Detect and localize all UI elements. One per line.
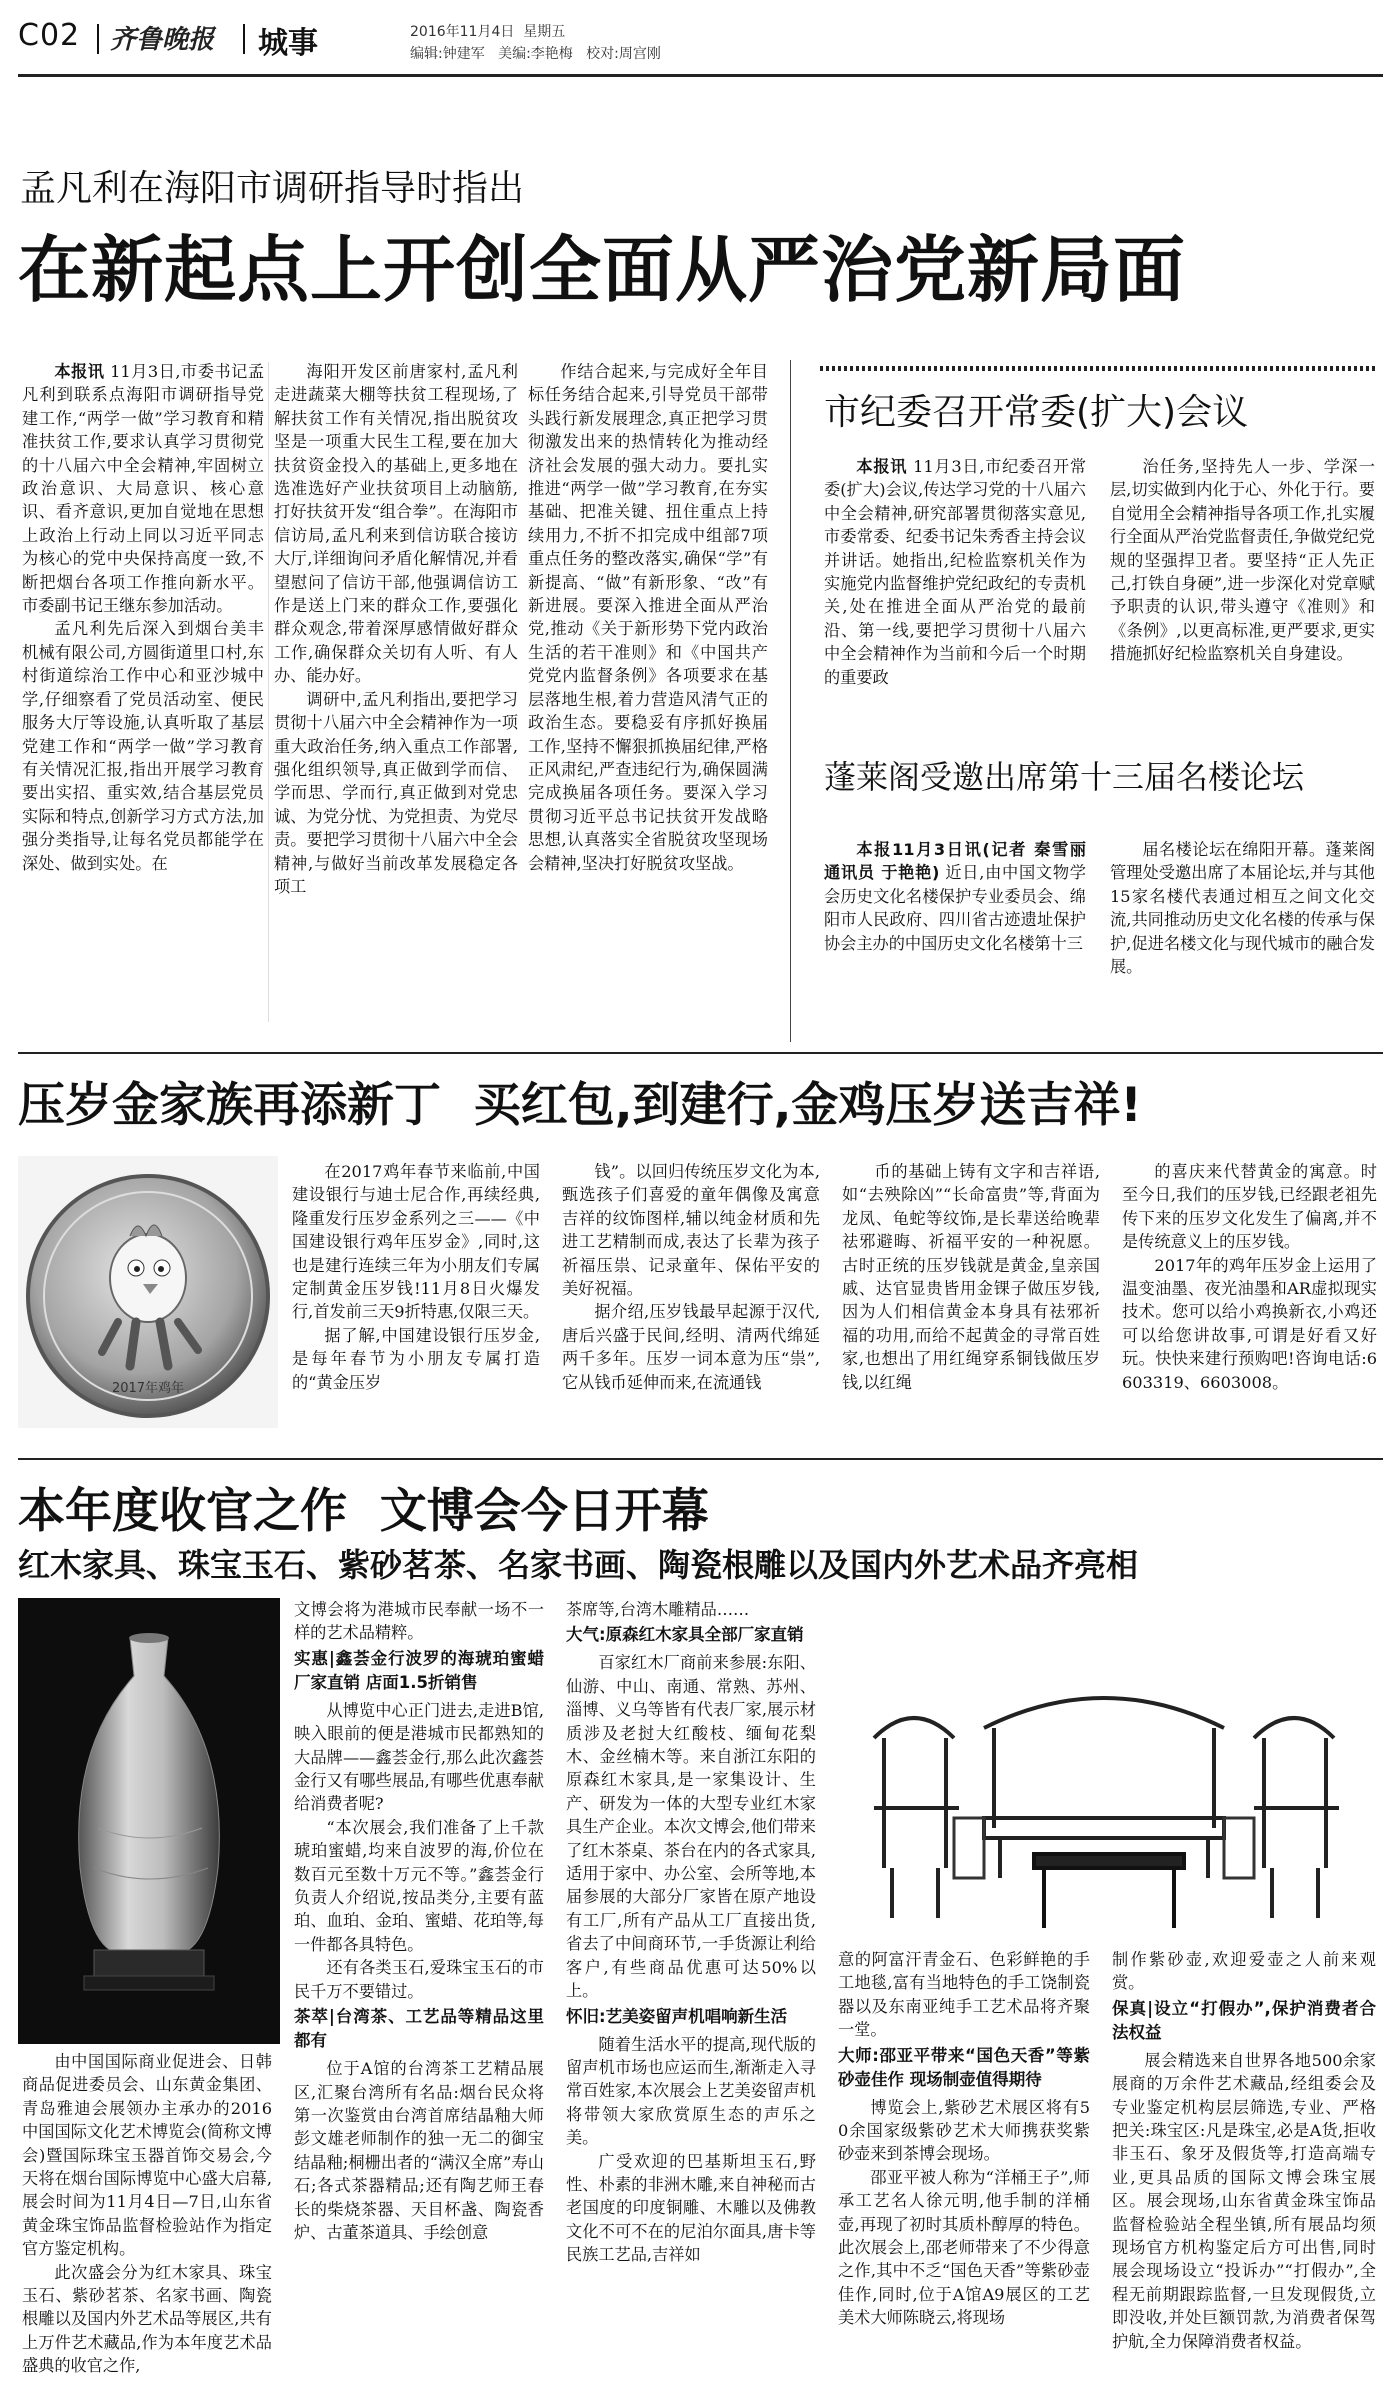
paragraph: 茶席等,台湾木雕精品……: [566, 1600, 750, 1619]
article5-column-2: [294, 1598, 544, 2385]
paragraph: [528, 360, 768, 875]
article1-headline: 在新起点上开创全面从严治党新局面: [18, 228, 1187, 312]
paragraph-text: 作结合起来,与完成好全年目标任务结合起来,引导党员干部带头践行新发展理念,真正把学习贯彻激发出来的热情转化为推动经济社会发展的强大动力。要扎实推进“两学一做”学习教育,在夯实基础、把准关键、扭住重点上持续用力,不折不扣完成中组部7项重点任务的整改落实,确保“学”有新提高、“做”有新形象、“改”有新进展。要深入推进全面从严治党,推动《关于新形势下党内政治生活的若干准则》和《中国共产党党内监督条例》各项要求在基层落地生根,着力营造风清气正的政治生态。要稳妥有序抓好换届工作,坚持不懈狠抓换届纪律,严格正风肃纪,严查违纪行为,确保圆满完成换届各项任务。要深入学习贯彻习近平总书记扶贫开发战略思想,认真落实全省脱贫攻坚现场会精神,坚决打好脱贫攻坚战。: [528, 362, 768, 873]
article-divider-vertical: [790, 360, 791, 1042]
paragraph-text: 在2017鸡年春节来临前,中国建设银行与迪士尼合作,再续经典,隆重发行压岁金系列之三——《中国建设银行鸡年压岁金》,同时,这也是建行连续三年为小朋友们专属定制黄金压岁钱!11月8日火爆发行,首发前三天9折特惠,仅限三天。: [292, 1162, 540, 1322]
subheading: 保真|设立“打假办”,保护消费者合法权益: [1112, 1998, 1376, 2042]
subheading: 实惠|鑫荟金行波罗的海琥珀蜜蜡厂家直销 店面1.5折销售: [294, 1648, 544, 1692]
gold-coin-image: [18, 1156, 278, 1428]
article2-column-2: [1110, 455, 1375, 730]
article1-column-2: [274, 360, 518, 1032]
redwood-furniture-image: [834, 1618, 1380, 1940]
editors-line: 编辑:钟建军 美编:李艳梅 校对:周宫刚: [410, 46, 661, 62]
page-code: C02: [18, 18, 81, 53]
subheading: 大师:邵亚平带来“国色天香”等紫砂壶佳作 现场制壶值得期待: [838, 2045, 1090, 2089]
paragraph-text: 的喜庆来代替黄金的寓意。时至今日,我们的压岁钱,已经跟老祖先传下来的压岁文化发生了偏离,并不是传统意义上的压岁钱。: [1122, 1162, 1377, 1252]
paragraph: [562, 1300, 820, 1394]
paragraph: [1110, 838, 1375, 978]
paragraph: 文博会将为港城市民奉献一场不一样的艺术品精粹。: [294, 1600, 544, 1643]
paragraph: [274, 688, 518, 899]
article3-headline: 蓬莱阁受邀出席第十三届名楼论坛: [824, 758, 1305, 796]
paragraph: 广受欢迎的巴基斯坦玉石,野性、朴素的非洲木雕,来自神秘而古老国度的印度铜雕、木雕以及佛教文化不可不在的尼泊尔面具,唐卡等民族工艺品,吉祥如: [566, 2151, 816, 2265]
article4-column-3: [842, 1160, 1100, 1442]
masthead-logo: 齐鲁晚报: [110, 25, 215, 55]
paragraph: 展会精选来自世界各地500余家展商的万余件艺术藏品,经组委会及专业鉴定机构层层筛选,专业、严格把关:珠宝区:凡是珠宝,必是A货,拒收非玉石、象牙及假货等,打造高端专业,更具品质的国际文博会珠宝展区。展会现场,山东省黄金珠宝饰品监督检验站全程坐镇,所有展品均须现场官方机构鉴定后方可出售,同时展会现场设立“投诉办”“打假办”,全程无前期跟踪监督,一旦发现假货,立即没收,并处巨额罚款,为消费者保驾护航,全力保障消费者权益。: [1112, 2050, 1376, 2351]
article1-column-1: [22, 360, 264, 1032]
section-rule-2: [18, 1458, 1383, 1460]
paragraph: 百家红木厂商前来参展:东阳、仙游、中山、南通、常熟、苏州、淄博、义乌等皆有代表厂家,展示材质涉及老挝大红酸枝、缅甸花梨木、金丝楠木等。来自浙江东阳的原森红木家具,是一家集设计、生产、研发为一体的大型专业红木家具生产企业。本次文博会,他们带来了红木茶桌、茶台在内的各式家具,适用于家中、办公室、会所等地,本届参展的大部分厂家皆在原产地设有工厂,所有产品从工厂直接出货,省去了中间商环节,一手货源让利给客户,有些商品优惠可达50%以上。: [566, 1653, 816, 2001]
paragraph-text: 2017年的鸡年压岁金上运用了温变油墨、夜光油墨和AR虚拟现实技术。您可以给小鸡换新衣,小鸡还可以给您讲故事,可谓是好看又好玩。快快来建行预购吧!咨询电话:6603319、6603008。: [1122, 1255, 1377, 1392]
article2-ornament: [820, 366, 1375, 371]
section-title: 城事: [258, 26, 318, 61]
article4-column-2: [562, 1160, 820, 1442]
paragraph: [824, 455, 1086, 689]
paragraph-text: 由中国国际商业促进会、日韩商品促进委员会、山东黄金集团、青岛雅迪会展领办主承办的2016中国国际文化艺术博览会(简称文博会)暨国际珠宝玉器首饰交易会,今天将在烟台国际博览中心盛大启幕,展会时间为11月4日—7日,山东省黄金珠宝饰品监督检验站作为指定官方鉴定机构。: [22, 2052, 272, 2259]
paragraph: [1110, 455, 1375, 666]
paragraph-text: 此次盛会分为红木家具、珠宝玉石、紫砂茗茶、名家书画、陶瓷根雕以及国内外艺术品等展区,共有上万件艺术藏品,作为本年度艺术品盛典的收官之作,: [22, 2262, 272, 2376]
article5-column-5: [1112, 1948, 1376, 2385]
paragraph: 邵亚平被人称为“洋桶王子”,师承工艺名人徐元明,他手制的洋桶壶,再现了初时其质朴醇厚的特色。此次展会上,邵老师带来了不少得意之作,其中不乏“国色天香”等紫砂壶佳作,同时,位于A馆A9展区的工艺美术大师陈晓云,将现场: [838, 2167, 1090, 2328]
paragraph: [1122, 1254, 1377, 1394]
article3-column-2: [1110, 838, 1375, 1028]
paragraph: [22, 360, 264, 617]
paragraph: 博览会上,紫砂艺术展区将有50余国家级紫砂艺术大师携获奖紫砂壶来到茶博会现场。: [838, 2097, 1090, 2164]
paragraph: 从博览中心正门进去,走进B馆,映入眼前的便是港城市民都熟知的大品牌——鑫荟金行,那么此次鑫荟金行又有哪些展品,有哪些优惠奉献给消费者呢?: [294, 1700, 544, 1814]
section-rule: [18, 1052, 1383, 1054]
paragraph: [22, 617, 264, 874]
article5-subhead: 红木家具、珠宝玉石、紫砂茗茶、名家书画、陶瓷根雕以及国内外艺术品齐亮相: [18, 1546, 1139, 1584]
paragraph: 制作紫砂壶,欢迎爱壶之人前来观赏。: [1112, 1950, 1376, 1993]
article5-headline: 本年度收官之作 文博会今日开幕: [18, 1484, 709, 1539]
subheading: 怀旧:艺美姿留声机唱响新生活: [566, 2006, 788, 2026]
article3-column-1: [824, 838, 1086, 1028]
paragraph: [292, 1324, 540, 1394]
article1-column-3: [528, 360, 768, 1032]
article4-column-4: [1122, 1160, 1377, 1442]
paragraph-text: 11月3日,市纪委召开常委(扩大)会议,传达学习党的十八届六中全会精神,研究部署贯彻落实意见,市委常委、纪委书记朱秀香主持会议并讲话。她指出,纪检监察机关作为实施党内监督维护党纪政纪的专责机关,处在推进全面从严治党的最前沿、第一线,要把学习贯彻十八届六中全会精神作为当前和今后一个时期的重要政: [824, 457, 1086, 687]
byline-lead: 本报讯: [54, 362, 105, 381]
porcelain-vase-image: [18, 1598, 280, 2044]
paragraph-text: 币的基础上铸有文字和吉祥语,如“去殃除凶”“长命富贵”等,背面为龙凤、龟蛇等纹饰,是长辈送给晚辈祛邪避晦、祈福平安的一种祝愿。古时正统的压岁钱就是黄金,皇亲国戚、达官显贵皆用金锞子做压岁钱,因为人们相信黄金本身具有祛邪祈福的功用,而给不起黄金的寻常百姓家,也想出了用红绳穿系铜钱做压岁钱,以红绳: [842, 1162, 1100, 1392]
paragraph: [562, 1160, 820, 1300]
column-rule: [268, 362, 269, 1022]
paragraph-text: 钱”。以回归传统压岁文化为本,甄选孩子们喜爱的童年偶像及寓意吉祥的纹饰图样,辅以纯金材质和先进工艺精制而成,表达了长辈为孩子祈福压祟、记录童年、保佑平安的美好祝福。: [562, 1162, 820, 1299]
article4-column-1: [292, 1160, 540, 1442]
paragraph-text: 近日,由中国文物学会历史文化名楼保护专业委员会、绵阳市人民政府、四川省古迹遗址保护协会主办的中国历史文化名楼第十三: [824, 863, 1086, 953]
paragraph-text: 11月3日,市委书记孟凡利到联系点海阳市调研指导党建工作,“两学一做”学习教育和精准扶贫工作,要求认真学习贯彻党的十八届六中全会精神,牢固树立政治意识、大局意识、核心意识、看齐意识,更加自觉地在思想上政治上行动上同以习近平同志为核心的党中央保持高度一致,不断把烟台各项工作推向新水平。市委副书记王继东参加活动。: [22, 362, 264, 616]
date-line: 2016年11月4日 星期五: [410, 24, 566, 40]
subheading: 大气:原森红木家具全部厂家直销: [566, 1625, 804, 1645]
article5-column-3: [566, 1598, 816, 2385]
paragraph: 随着生活水平的提高,现代版的留声机市场也应运而生,渐渐走入寻常百姓家,本次展会上艺美姿留声机将带领大家欣赏原生态的声乐之美。: [566, 2034, 816, 2148]
paragraph-text: 治任务,坚持先人一步、学深一层,切实做到内化于心、外化于行。要自觉用全会精神指导各项工作,扎实履行全面从严治党监督责任,争做党纪党规的坚强捍卫者。要坚持“正人先正己,打铁自身硬”,进一步深化对党章赋予职责的认识,带头遵守《准则》和《条例》,以更高标准,更严要求,更实措施抓好纪检监察机关自身建设。: [1110, 457, 1375, 664]
paragraph: [292, 1160, 540, 1324]
paragraph-text: 海阳开发区前唐家村,孟凡利走进蔬菜大棚等扶贫工程现场,了解扶贫工作有关情况,指出脱贫攻坚是一项重大民生工程,要在加大扶贫资金投入的基础上,更多地在选准选好产业扶贫项目上动脑筋,打好扶贫开发“组合拳”。在海阳市信访局,孟凡利来到信访联合接访大厅,详细询问矛盾化解情况,并看望慰问了信访干部,他强调信访工作是送上门来的群众工作,要强化群众观念,带着深厚感情做好群众工作,确保群众关切有人听、有人办、能办好。: [274, 362, 518, 686]
paragraph: [274, 360, 518, 688]
article5-column-4: [838, 1948, 1090, 2385]
paragraph: [824, 838, 1086, 955]
coin-year-text: 2017年鸡年: [111, 1381, 185, 1396]
paragraph: “本次展会,我们准备了上千款琥珀蜜蜡,均来自波罗的海,价位在数百元至数十万元不等。”鑫荟金行负责人介绍说,按品类分,主要有蓝珀、血珀、金珀、蜜蜡、花珀等,每一件都各具特色。: [294, 1817, 544, 1954]
paragraph-text: 据介绍,压岁钱最早起源于汉代,唐后兴盛于民间,经明、清两代绵延两千多年。压岁一词本意为压“祟”,它从钱币延伸而来,在流通钱: [562, 1302, 820, 1392]
paragraph: [22, 2050, 272, 2261]
paragraph: 还有各类玉石,爱珠宝玉石的市民千万不要错过。: [294, 1958, 544, 2001]
header-divider-2: [243, 24, 245, 54]
paragraph: [1122, 1160, 1377, 1254]
byline-lead: 本报11月3日讯(记者 秦雪丽 通讯员 于艳艳): [824, 840, 1086, 883]
paragraph: 意的阿富汗青金石、色彩鲜艳的手工地毯,富有当地特色的手工饶制瓷器以及东南亚纯手工艺术品将齐聚一堂。: [838, 1950, 1090, 2040]
paragraph-text: 据了解,中国建设银行压岁金,是每年春节为小朋友专属打造的“黄金压岁: [292, 1325, 540, 1392]
article1-kicker: 孟凡利在海阳市调研指导时指出: [20, 168, 525, 209]
paragraph-text: 调研中,孟凡利指出,要把学习贯彻十八届六中全会精神作为一项重大政治任务,纳入重点工作部署,强化组织领导,真正做到学而信、学而思、学而行,真正做到对党忠诚、为党分忧、为党担责、为党尽责。要把学习贯彻十八届六中全会精神,与做好当前改革发展稳定各项工: [274, 689, 518, 896]
paragraph-text: 孟凡利先后深入到烟台美丰机械有限公司,方圆街道里口村,东村街道综治工作中心和亚沙城中学,仔细察看了党员活动室、便民服务大厅等设施,认真听取了基层党建工作和“两学一做”学习教育有关情况汇报,指出开展学习教育要出实招、重实效,结合基层党员实际和特点,创新学习方式方法,加强分类指导,让每名党员都能学在深处、做到实处。在: [22, 619, 264, 873]
article4-headline: 压岁金家族再添新丁 买红包,到建行,金鸡压岁送吉祥!: [18, 1078, 1142, 1133]
article5-column-1: [22, 2050, 272, 2385]
paragraph: 位于A馆的台湾茶工艺精品展区,汇聚台湾所有名品:烟台民众将第一次鉴赏由台湾首席结晶釉大师彭文雄老师制作的独一无二的御宝结晶釉;桐栅出者的“满汉全席”寿山石;各式茶器精品;还有陶艺师王春长的柴烧茶器、天目杯盏、陶瓷香炉、古董茶道具、手绘创意: [294, 2059, 544, 2242]
byline-lead: 本报讯: [856, 457, 908, 476]
header-rule: [18, 74, 1383, 77]
article2-headline: 市纪委召开常委(扩大)会议: [824, 392, 1249, 433]
paragraph: [22, 2261, 272, 2378]
subheading: 茶萃|台湾茶、工艺品等精品这里都有: [294, 2007, 544, 2051]
article2-column-1: [824, 455, 1086, 730]
paragraph-text: 届名楼论坛在绵阳开幕。蓬莱阁管理处受邀出席了本届论坛,并与其他15家名楼代表通过相互之间文化交流,共同推动历史文化名楼的传承与保护,促进名楼文化与现代城市的融合发展。: [1110, 840, 1375, 977]
header-divider: [97, 24, 99, 54]
paragraph: [842, 1160, 1100, 1394]
